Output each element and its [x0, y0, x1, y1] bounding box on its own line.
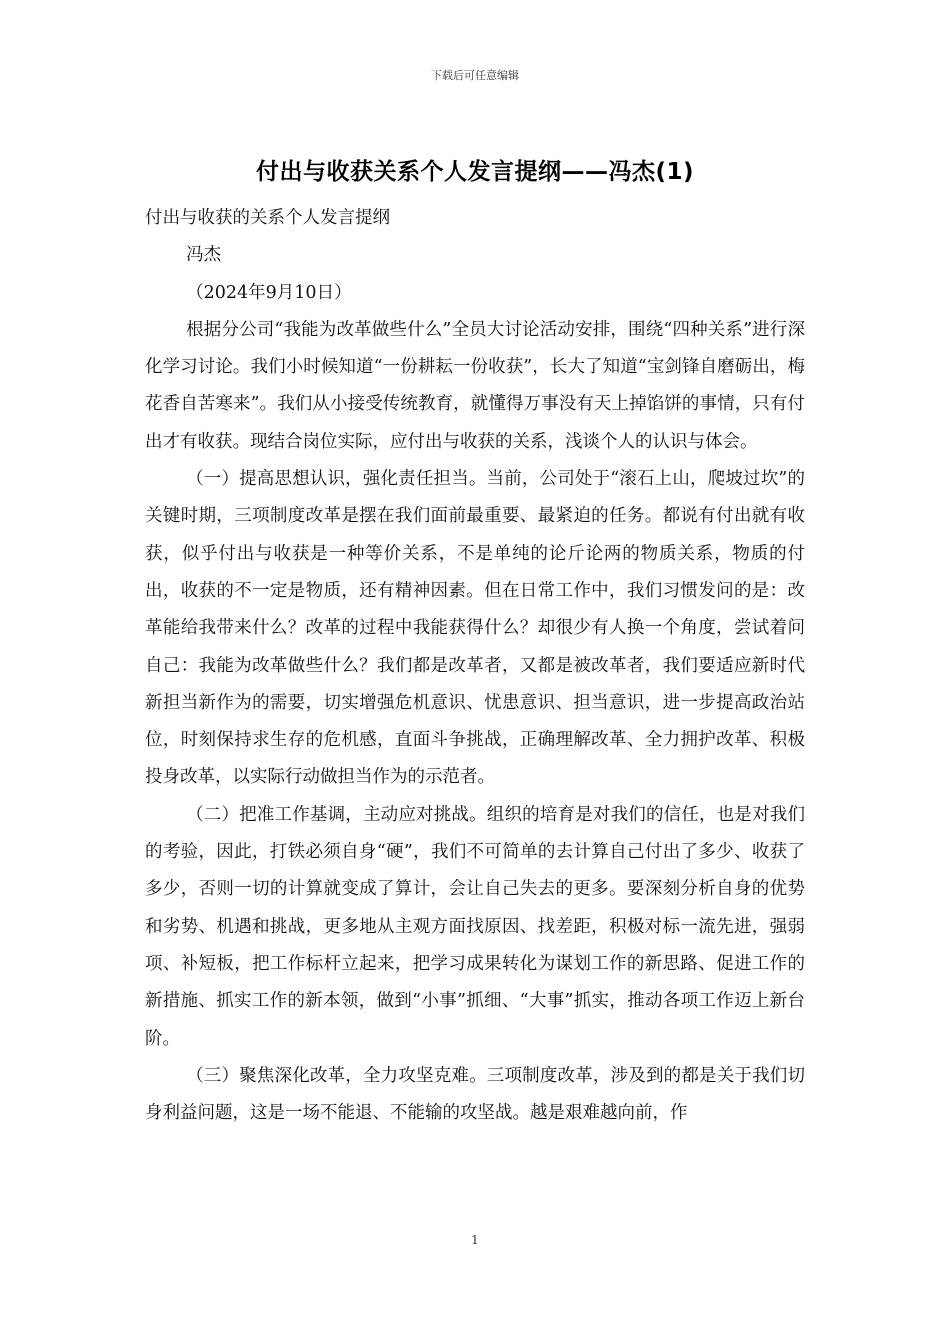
- document-body: [145, 200, 805, 1132]
- paragraph-section-2: （二）把准工作基调，主动应对挑战。组织的培育是对我们的信任，也是对我们的考验，因此，打铁必须自身“硬”，我们不可简单的去计算自己付出了多少、收获了多少，否则一切的计算就变成了算计，会让自己失去的更多。要深刻分析自身的优势和劣势、机遇和挑战，更多地从主观方面找原因、找差距，积极对标一流先进，强弱项、补短板，把工作标杆立起来，把学习成果转化为谋划工作的新思路、促进工作的新措施、抓实工作的新本领，做到“小事”抓细、“大事”抓实，推动各项工作迈上新台阶。: [145, 804, 805, 1049]
- paragraph-section-1: （一）提高思想认识，强化责任担当。当前，公司处于“滚石上山，爬坡过坎”的关键时期，三项制度改革是摆在我们面前最重要、最紧迫的任务。都说有付出就有收获，似乎付出与收获是一种等价关系，不是单纯的论斤论两的物质关系，物质的付出，收获的不一定是物质，还有精神因素。但在日常工作中，我们习惯发问的是：改革能给我带来什么？改革的过程中我能获得什么？却很少有人换一个角度，尝试着问自己：我能为改革做些什么？我们都是改革者，又都是被改革者，我们要适应新时代新担当新作为的需要，切实增强危机意识、忧患意识、担当意识，进一步提高政治站位，时刻保持求生存的危机感，直面斗争挑战，正确理解改革、全力拥护改革、积极投身改革，以实际行动做担当作为的示范者。: [145, 469, 805, 788]
- document-date: （2024年9月10日）: [186, 282, 352, 303]
- page-number: 1: [471, 1233, 479, 1247]
- document-author: 冯杰: [186, 245, 222, 266]
- document-title: 付出与收获关系个人发言提纲——冯杰(1): [255, 159, 695, 185]
- page-header-note: 下载后可任意编辑: [431, 69, 519, 82]
- paragraph-section-3: （三）聚焦深化改革，全力攻坚克难。三项制度改革，涉及到的都是关于我们切身利益问题，这是一场不能退、不能输的攻坚战。越是艰难越向前，作: [145, 1065, 805, 1124]
- document-subtitle: 付出与收获的关系个人发言提纲: [145, 208, 390, 228]
- paragraph-intro: 根据分公司“我能为改革做些什么”全员大讨论活动安排，围绕“四种关系”进行深化学习讨论。我们小时候知道“一份耕耘一份收获”，长大了知道“宝剑锋自磨砺出，梅花香自苦寒来”。我们从小接受传统教育，就懂得万事没有天上掉馅饼的事情，只有付出才有收获。现结合岗位实际，应付出与收获的关系，浅谈个人的认识与体会。: [145, 319, 805, 452]
